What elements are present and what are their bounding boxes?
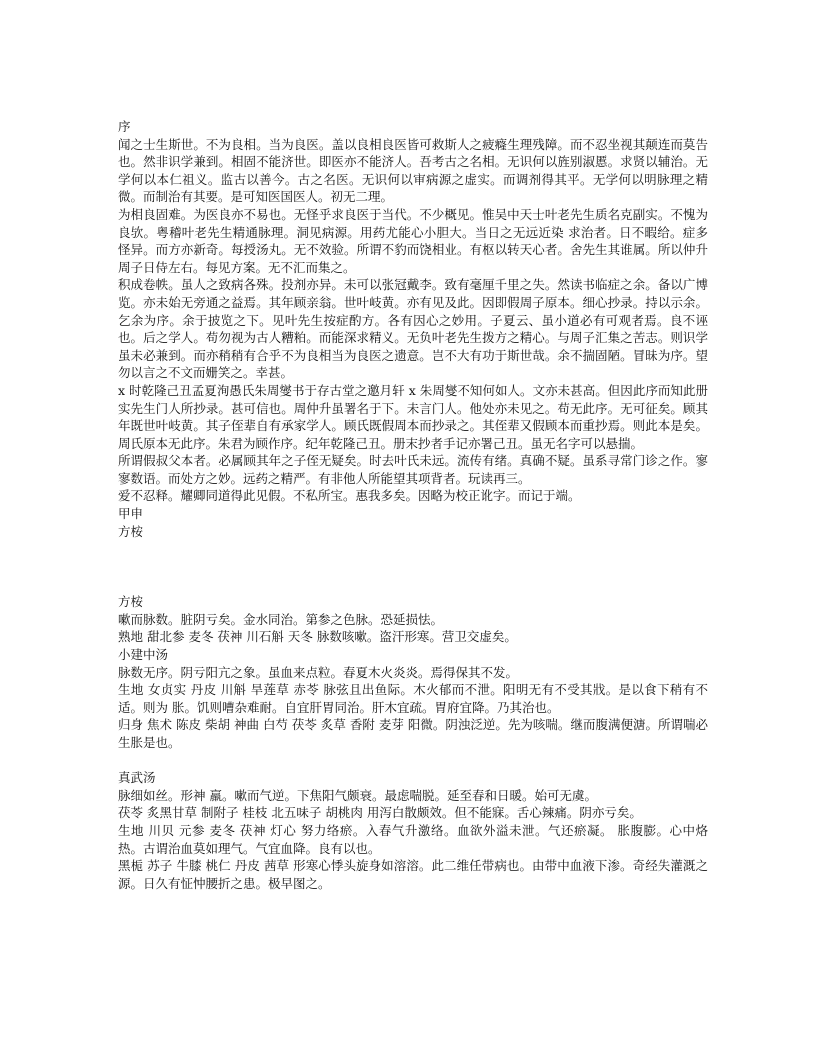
case-line: 熟地 甜北参 麦冬 茯神 川石斛 天冬 脉数咳嗽。盗汗形寒。营卫交虚矣。 xyxy=(118,629,517,645)
preface-sign-name: 方桉 xyxy=(118,523,144,539)
preface-heading: 序 xyxy=(118,119,131,134)
section-gap xyxy=(118,540,708,593)
case-line: 脉细如丝。形神 羸。嗽而气逆。下焦阳气颇衰。最虑喘脱。延至春和日暖。始可无虞。 xyxy=(118,787,597,803)
case-line: 脉数无序。阴亏阳亢之象。虽血来点粒。春夏木火炎炎。焉得保其不发。 xyxy=(118,664,519,680)
preface-paragraph: x 时乾隆己丑孟夏洵愚氏朱周燮书于存古堂之邀月轩 x 朱周燮不知何如人。文亦未甚高。但因此序而知此册实先生门人所抄录。甚可信也。周仲升虽署名于下。未言门人。他处亦未见之。苟无此序。无可征矣。顾其年既世叶岐黄。其子侄辈自有承家学人。顾氏既假周本而抄录之。其侄辈又假顾本而重抄焉。则此本是矣。周氏原本无此序。朱君为顾作序。纪年乾隆己丑。册末抄者手记亦署己丑。虽无名字可以悬揣。 xyxy=(118,382,708,451)
preface-paragraph: 爱不忍释。耀卿同道得此见假。不私所宝。惠我多矣。因略为校正讹字。而记于端。 xyxy=(118,488,581,504)
case-line: 嗽而脉数。脏阴亏矣。金水同治。第参之色脉。恐延损怯。 xyxy=(118,611,444,627)
formula-title: 小建中汤 xyxy=(118,647,169,663)
preface-paragraph: 为相良固难。为医良亦不易也。无怪乎求良医于当代。不少概见。惟吴中天士叶老先生质名克副实。不愧为良欤。粤稽叶老先生精通脉理。洞见病源。用药尤能心小胆大。当日之无远近染 求治者。日不暇给。症多怪异。而方亦新奇。每授汤丸。无不效验。所谓不豹而饶相业。有枢以转天心者。舍先生其谁属。所以仲升周子日侍左右。每见方案。无不汇而集之。 xyxy=(118,206,708,275)
preface-sign-year: 甲申 xyxy=(118,506,144,522)
formula-title: 真武汤 xyxy=(118,770,156,786)
case-line: 归身 焦术 陈皮 柴胡 神曲 白芍 茯苓 炙草 香附 麦芽 阳微。阴浊泛逆。先为咳喘。继而腹满便溏。所谓喘必生胀是也。 xyxy=(118,717,708,750)
document-page xyxy=(118,118,708,892)
case-line: 生地 川贝 元参 麦冬 茯神 灯心 努力络瘀。入春气升激络。血欲外溢未泄。气还瘀凝。 胀腹膨。心中烙热。古谓治血莫如理气。气宜血降。良有以也。 xyxy=(118,822,708,856)
preface-paragraph: 闻之士生斯世。不为良相。当为良医。盖以良相良医皆可救斯人之疲癃生理残障。而不忍坐视其颠连而莫告也。然非识学兼到。相固不能济世。即医亦不能济人。吾考古之名相。无识何以旌别淑慝。求贤以辅治。无学何以本仁祖义。监古以善今。古之名医。无识何以审病源之虚实。而调剂得其平。无学何以明脉理之精微。而制治有其要。是可知医国医人。初无二理。 xyxy=(118,136,708,205)
case-line: 生地 女贞实 丹皮 川斛 旱莲草 赤苓 脉弦且出鱼际。木火郁而不泄。阳明无有不受其戕。是以食下稍有不适。则为 胀。饥则嘈杂难耐。自宜肝胃同治。肝木宜疏。胃府宜降。乃其治也。 xyxy=(118,682,708,715)
case-signature: 方桉 xyxy=(118,594,144,610)
section-gap xyxy=(118,752,708,770)
preface-paragraph: 积成卷帙。虽人之致病各殊。投剂亦异。未可以张冠戴李。致有毫厘千里之失。然读书临症之余。备以广博览。亦未始无旁通之益焉。其年顾亲翁。世叶岐黄。亦有见及此。因即假周子原本。细心抄录。持以示余。乞余为序。余于披览之下。见叶先生按症酌方。各有因心之妙用。子夏云、虽小道必有可观者焉。良不诬也。后之学人。苟勿视为古人糟粕。而能深求精义。无负叶老先生拨方之精心。与周子汇集之苦志。则识学虽未必兼到。而亦稍稍有合乎不为良相当为良医之遗意。岂不大有功于斯世哉。余不揣固陋。冒昧为序。望勿以言之不文而姗笑之。幸甚。 xyxy=(118,277,708,381)
preface-paragraph: 所谓假叔父本者。必属顾其年之子侄无疑矣。时去叶氏未远。流传有绪。真确不疑。虽系寻常门诊之作。寥寥数语。而处方之妙。远药之精严。有非他人所能望其项背者。玩读再三。 xyxy=(118,453,708,486)
case-line: 茯苓 炙黑甘草 制附子 桂枝 北五味子 胡桃肉 用泻白散颇效。但不能寐。舌心辣痛。阴亦亏矣。 xyxy=(118,805,642,821)
case-line: 黑栀 苏子 牛膝 桃仁 丹皮 茜草 形寒心悸头旋身如溶溶。此二维任带病也。由带中血液下渗。奇经失灌溉之源。日久有怔忡腰折之患。极早图之。 xyxy=(118,858,708,891)
